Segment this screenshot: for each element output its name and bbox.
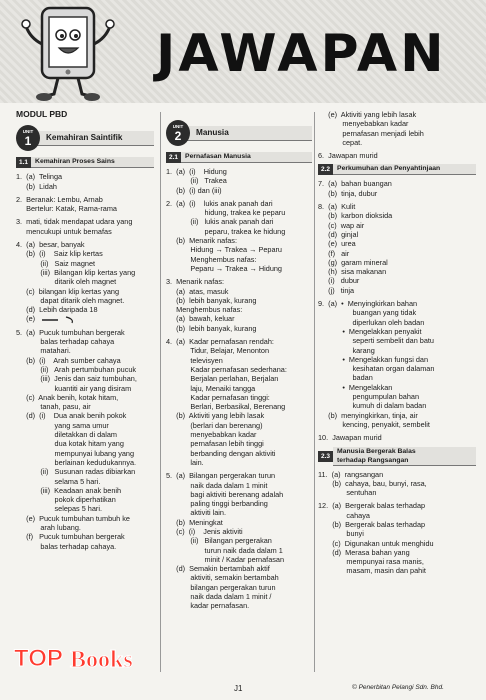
answer-line: aktiviti lain.: [166, 508, 227, 518]
answer-line: (b) menyingkirkan, tinja, air: [318, 410, 418, 420]
answer-line: Kadar pernafasan sederhana:: [166, 364, 287, 374]
answer-line: 4. (a) besar, banyak: [16, 240, 85, 250]
answer-line: (c) wap air: [318, 220, 365, 230]
answer-line: pernafasan menjadi lebih: [318, 128, 424, 138]
answer-line: (d) Semakin bertambah aktif: [166, 564, 270, 574]
answer-line: 10. Jawapan murid: [318, 433, 382, 443]
answer-line: kencing, penyakit, sembelit: [318, 419, 430, 429]
answer-line: lain.: [166, 457, 204, 467]
answer-line: (e): [16, 314, 36, 324]
answer-line: (f) Pucuk tumbuhan bergerak: [16, 532, 125, 542]
answer-line: (ii) Saiz magnet: [16, 258, 96, 268]
answer-line: diletakkan di dalam: [16, 430, 117, 440]
answer-line: Hidung → Trakea → Peparu: [166, 245, 282, 255]
answer-column-2: [166, 110, 312, 611]
answer-line: ditarik oleh magnet: [16, 277, 117, 287]
answer-line: (b) karbon dioksida: [318, 211, 393, 221]
answer-line: naik dada dalam 1 minit /: [166, 592, 272, 602]
answer-line: (h) sisa makanan: [318, 267, 387, 277]
answer-line: buangan yang tidak: [318, 308, 417, 318]
answer-column-1: [16, 110, 154, 551]
answer-line: (ii) Bilangan pergerakan: [166, 536, 272, 546]
page-number: J1: [234, 684, 243, 693]
answer-line: (a) atas, masuk: [166, 286, 229, 296]
answer-line: (f) air: [318, 248, 350, 258]
answer-line: karang: [318, 345, 375, 355]
unit-label: UNIT: [22, 129, 34, 135]
answer-line: 5. (a) Pucuk tumbuhan bergerak: [16, 327, 125, 337]
answer-line: 5. (a) Bilangan pergerakan turun: [166, 471, 276, 481]
section-number: 2.1: [166, 152, 181, 163]
answer-line: menyebabkan kadar: [166, 430, 257, 440]
answer-line: 1. (a) Telinga: [16, 172, 63, 182]
answer-line: matahari.: [16, 346, 71, 356]
answer-line: (d) (i) Dua anak benih pokok: [16, 411, 127, 421]
answer-line: 11. (a) rangsangan: [318, 469, 384, 479]
answer-line: balas terhadap cahaya: [16, 337, 115, 347]
answer-line: Tidur, Belajar, Menonton: [166, 346, 270, 356]
answer-line: (b) cahaya, bau, bunyi, rasa,: [318, 478, 427, 488]
answer-line: Peparu → Trakea → Hidung: [166, 263, 282, 273]
answer-line: (iii) Keadaan anak benih: [16, 485, 122, 495]
answer-list: [318, 179, 476, 442]
answer-line: Berjalan perlahan, Berjalan: [166, 374, 279, 384]
answer-line: (b) (i) Saiz klip kertas: [16, 249, 103, 259]
svg-text:Books: Books: [70, 647, 133, 673]
answer-line: (b) Meningkat: [166, 517, 223, 527]
clip-and-magnet-icon: [40, 315, 80, 324]
answer-line: pengumpulan bahan: [318, 392, 420, 402]
column-divider: [160, 112, 161, 672]
tablet-mascot-icon: [20, 4, 118, 104]
unit-header: [166, 118, 312, 148]
answer-line: peparu, trakea ke hidung: [166, 226, 286, 236]
answer-list: [318, 470, 476, 576]
answer-line: bunyi: [318, 529, 364, 539]
answer-line: (j) tinja: [318, 285, 355, 295]
answer-line: (iii) Bilangan klip kertas yang: [16, 267, 136, 277]
answer-line: (iii) Jenis dan saiz tumbuhan,: [16, 374, 137, 384]
answer-line: tanah, pasu, air: [16, 402, 91, 412]
section-title: Perkumuhan dan Penyahtinjaan: [333, 164, 476, 175]
answer-line: 1. (a) (i) Hidung: [166, 167, 227, 176]
answer-line: mencukupi untuk bernafas: [16, 226, 112, 236]
answer-line: paling tinggi berbanding: [166, 499, 268, 509]
answer-line: • Mengelakkan: [318, 382, 393, 392]
answer-list: [318, 110, 476, 160]
answer-line: (b) Lidah: [16, 181, 57, 191]
answer-line: berbanding dengan aktiviti: [166, 448, 276, 458]
answer-line: selepas 5 hari.: [16, 504, 102, 514]
answer-line: pernafasan lebih tinggi: [166, 439, 264, 449]
answer-line: • Mengelakkan fungsi dan: [318, 354, 429, 364]
answer-line: 4. (a) Kadar pernafasan rendah:: [166, 337, 274, 347]
answer-list: [16, 172, 154, 551]
answer-line: badan: [318, 373, 373, 383]
answer-line: • Mengelakkan penyakit: [318, 326, 422, 336]
unit-number: 2: [174, 129, 182, 143]
answer-line: balas terhadap cahaya.: [16, 541, 117, 551]
answer-line: masam, masin dan pahit: [318, 566, 426, 576]
answer-line: (b) Bergerak balas terhadap: [318, 519, 426, 529]
answer-line: turun naik dada dalam 1: [166, 545, 283, 555]
answer-line: kumuh di dalam badan: [318, 401, 427, 411]
answer-line: kuantiti air yang disiram: [16, 383, 132, 393]
section-title: Kemahiran Proses Sains: [31, 157, 154, 168]
unit-name: Manusia: [186, 126, 312, 141]
topbooks-logo: [10, 642, 170, 674]
answer-line: (berlari dan berenang): [166, 420, 263, 430]
answer-line: 3. mati, tidak mendapat udara yang: [16, 217, 133, 227]
answer-line: Berlari, Berbasikal, Berenang: [166, 402, 286, 412]
section-header: [318, 164, 476, 175]
answer-line: bilangan pergerakan turun: [166, 582, 276, 592]
section-number: 2.3: [318, 451, 333, 462]
answer-line: (e) Aktiviti yang lebih lasak: [318, 110, 417, 119]
answer-line: laju, Menaiki tangga: [166, 383, 256, 393]
answer-line: kesihatan organ dalaman: [318, 364, 435, 374]
answer-line: 7. (a) bahan buangan: [318, 179, 392, 189]
modul-label: MODUL PBD: [16, 109, 68, 119]
answer-line: 12. (a) Bergerak balas terhadap: [318, 501, 426, 511]
answer-line: 8. (a) Kulit: [318, 202, 356, 212]
copyright-note: © Penerbitan Pelangi Sdn. Bhd.: [352, 684, 444, 691]
answer-line: (c) Anak benih, kotak hitam,: [16, 392, 119, 402]
answer-line: 9. (a) • Menyingkirkan bahan: [318, 299, 418, 309]
answer-line: (d) ginjal: [318, 229, 359, 239]
section-header: [16, 157, 154, 168]
answer-line: berlainan kedudukannya.: [16, 457, 137, 467]
answer-line: (c) bilangan klip kertas yang: [16, 286, 120, 296]
answer-line: 3. Menarik nafas:: [166, 277, 224, 287]
column-divider: [314, 112, 315, 672]
unit-badge: [16, 125, 40, 151]
answer-line: seperti sembelit dan batu: [318, 336, 434, 346]
unit-number: 1: [24, 134, 32, 149]
answer-line: dapat ditarik oleh magnet.: [16, 295, 125, 305]
answer-line: (g) garam mineral: [318, 257, 388, 267]
section-number: 1.1: [16, 157, 31, 168]
answer-line: Bertelur: Katak, Rama-rama: [16, 204, 117, 214]
section-title: Manusia Bergerak Balas terhadap Rangsangan: [333, 447, 476, 466]
unit-label: UNIT: [172, 124, 184, 129]
answer-line: 2. Beranak: Lembu, Arnab: [16, 194, 103, 204]
answer-line: yang sama umur: [16, 420, 109, 430]
answer-line: (b) tinja, dubur: [318, 188, 378, 198]
answer-line: cahaya: [318, 510, 370, 520]
section-header: [318, 447, 476, 466]
answer-line: minit / Kadar pernafasan: [166, 554, 285, 564]
answer-line: (ii) lukis anak panah dari: [166, 217, 274, 227]
answer-line: mempunyai lubang yang: [16, 448, 135, 458]
answer-line: diperlukan oleh badan: [318, 317, 425, 327]
answer-line: (c) (i) Jenis aktiviti: [166, 526, 243, 536]
unit-name: Kemahiran Saintifik: [36, 131, 154, 146]
answer-line: (d) Lebih daripada 18: [16, 305, 98, 315]
page-title: JAWAPAN: [156, 24, 447, 84]
answer-line: (ii) Susunan radas dibiarkan: [16, 467, 136, 477]
answer-column-3: [318, 110, 476, 576]
answer-line: cepat.: [318, 137, 363, 147]
answer-line: (e) Pucuk tumbuhan tumbuh ke: [16, 513, 130, 523]
answer-line: (b) Menarik nafas:: [166, 236, 237, 246]
answer-line: (d) Merasa bahan yang: [318, 547, 410, 557]
section-title: Pernafasan Manusia: [181, 152, 312, 163]
answer-line: mempunyai rasa manis,: [318, 557, 424, 567]
section-number: 2.2: [318, 164, 333, 175]
answer-line: pokok diperhatikan: [16, 495, 116, 505]
answer-line: Kadar pernafasan tinggi:: [166, 392, 270, 402]
answer-line: (b) lebih banyak, kurang: [166, 295, 257, 305]
answer-line: (b) lebih banyak, kurang: [166, 323, 257, 333]
answer-line: 2. (a) (i) lukis anak panah dari: [166, 198, 273, 208]
answer-line: (ii) Trakea: [166, 176, 227, 186]
answer-line: (c) Digunakan untuk menghidu: [318, 538, 434, 548]
answer-list: [166, 167, 312, 611]
unit-badge: [166, 120, 190, 146]
answer-line: Menghembus nafas:: [166, 254, 257, 264]
answer-line: selama 5 hari.: [16, 476, 101, 486]
answer-line: sentuhan: [318, 488, 377, 498]
answer-line: televisyen: [166, 355, 223, 365]
answer-line: (b) (i) Arah sumber cahaya: [16, 355, 121, 365]
answer-line: (i) dubur: [318, 276, 360, 286]
answer-line: (e) urea: [318, 239, 356, 249]
answer-line: bagi aktiviti berenang adalah: [166, 489, 284, 499]
answer-line: kadar pernafasan.: [166, 601, 250, 611]
answer-line: Menghembus nafas:: [166, 305, 243, 315]
answer-line: aktiviti, semakin bertambah: [166, 573, 279, 583]
answer-line: hidung, trakea ke peparu: [166, 208, 286, 218]
unit-header: [16, 123, 154, 153]
svg-text:TOP: TOP: [14, 645, 63, 672]
answer-line: menyebabkan kadar: [318, 119, 409, 129]
header-banner: [0, 0, 486, 103]
answer-line: arah lubang.: [16, 522, 81, 532]
answer-line: 6. Jawapan murid: [318, 151, 378, 161]
answer-line: (b) Aktiviti yang lebih lasak: [166, 411, 265, 421]
answer-line: naik dada dalam 1 minit: [166, 480, 268, 490]
section-header: [166, 152, 312, 163]
answer-line: (ii) Arah pertumbuhan pucuk: [16, 364, 137, 374]
answer-line: dua kotak hitam yang: [16, 439, 124, 449]
answer-line: (b) (i) dan (iii): [166, 185, 222, 195]
answer-line: (a) bawah, keluar: [166, 314, 235, 324]
